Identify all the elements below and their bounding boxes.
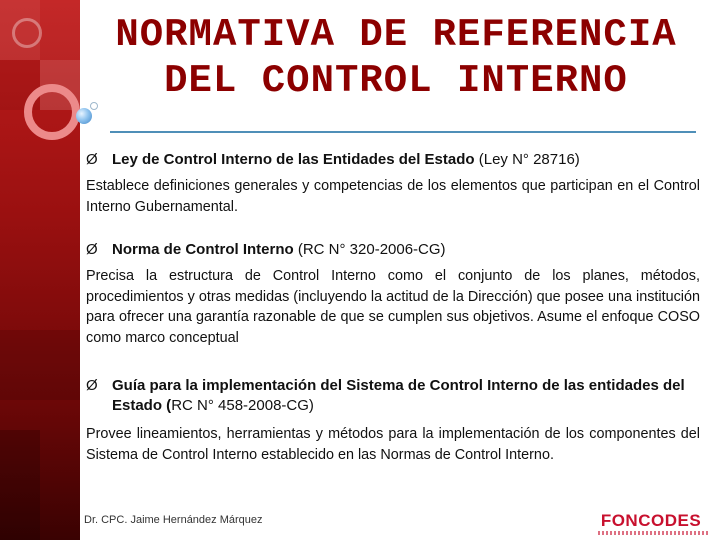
arrow-bullet-icon: Ø	[86, 377, 98, 394]
logo-text: FONCODES	[600, 511, 702, 530]
foncodes-logo	[588, 512, 714, 536]
decorative-ring-small	[12, 18, 42, 48]
sidebar-tile	[0, 330, 80, 400]
arrow-bullet-icon: Ø	[86, 151, 98, 168]
section-heading-title: Norma de Control Interno	[112, 241, 294, 258]
sidebar-tile	[0, 430, 40, 540]
section-heading-title: Guía para la implementación del Sistema de Control Interno de las entidades del Estado (	[112, 377, 685, 414]
section-body-guia: Provee lineamientos, herramientas y métodos para la implementación de los componentes del Sistema de Control Interno establecido en las Normas de Control Interno.	[86, 426, 700, 463]
section-body-norma: Precisa la estructura de Control Interno como el conjunto de los planes, métodos, procedimientos y otras medidas (incluyendo la actitud de la Dirección) que posee una institución para ofrecer una garantía razonable de que se cumplen sus objetivos. Asume el enfoque COSO como marco conceptual	[86, 268, 700, 346]
section-body-ley: Establece definiciones generales y competencias de los elementos que participan en el Control Interno Gubernamental.	[86, 178, 700, 215]
slide-title-line2: DEL CONTROL INTERNO	[164, 59, 628, 103]
footer-author: Dr. CPC. Jaime Hernández Márquez	[84, 514, 263, 526]
slide-title	[72, 12, 720, 104]
section-heading-title: Ley de Control Interno de las Entidades del Estado	[112, 151, 475, 168]
section-heading-guia	[86, 376, 700, 416]
slide-title-line1: NORMATIVA DE REFERENCIA	[115, 13, 677, 57]
arrow-bullet-icon: Ø	[86, 241, 98, 258]
decorative-sidebar	[0, 0, 80, 540]
section-heading-reference: (Ley N° 28716)	[474, 151, 580, 168]
section-heading-norma	[86, 240, 700, 260]
section-heading-reference: RC N° 458-2008-CG)	[171, 397, 314, 414]
logo-underline	[598, 531, 708, 535]
section-heading-reference: (RC N° 320-2006-CG)	[293, 241, 446, 258]
title-divider	[110, 131, 696, 133]
decorative-blue-orb	[76, 108, 92, 124]
section-heading-ley	[86, 150, 700, 170]
